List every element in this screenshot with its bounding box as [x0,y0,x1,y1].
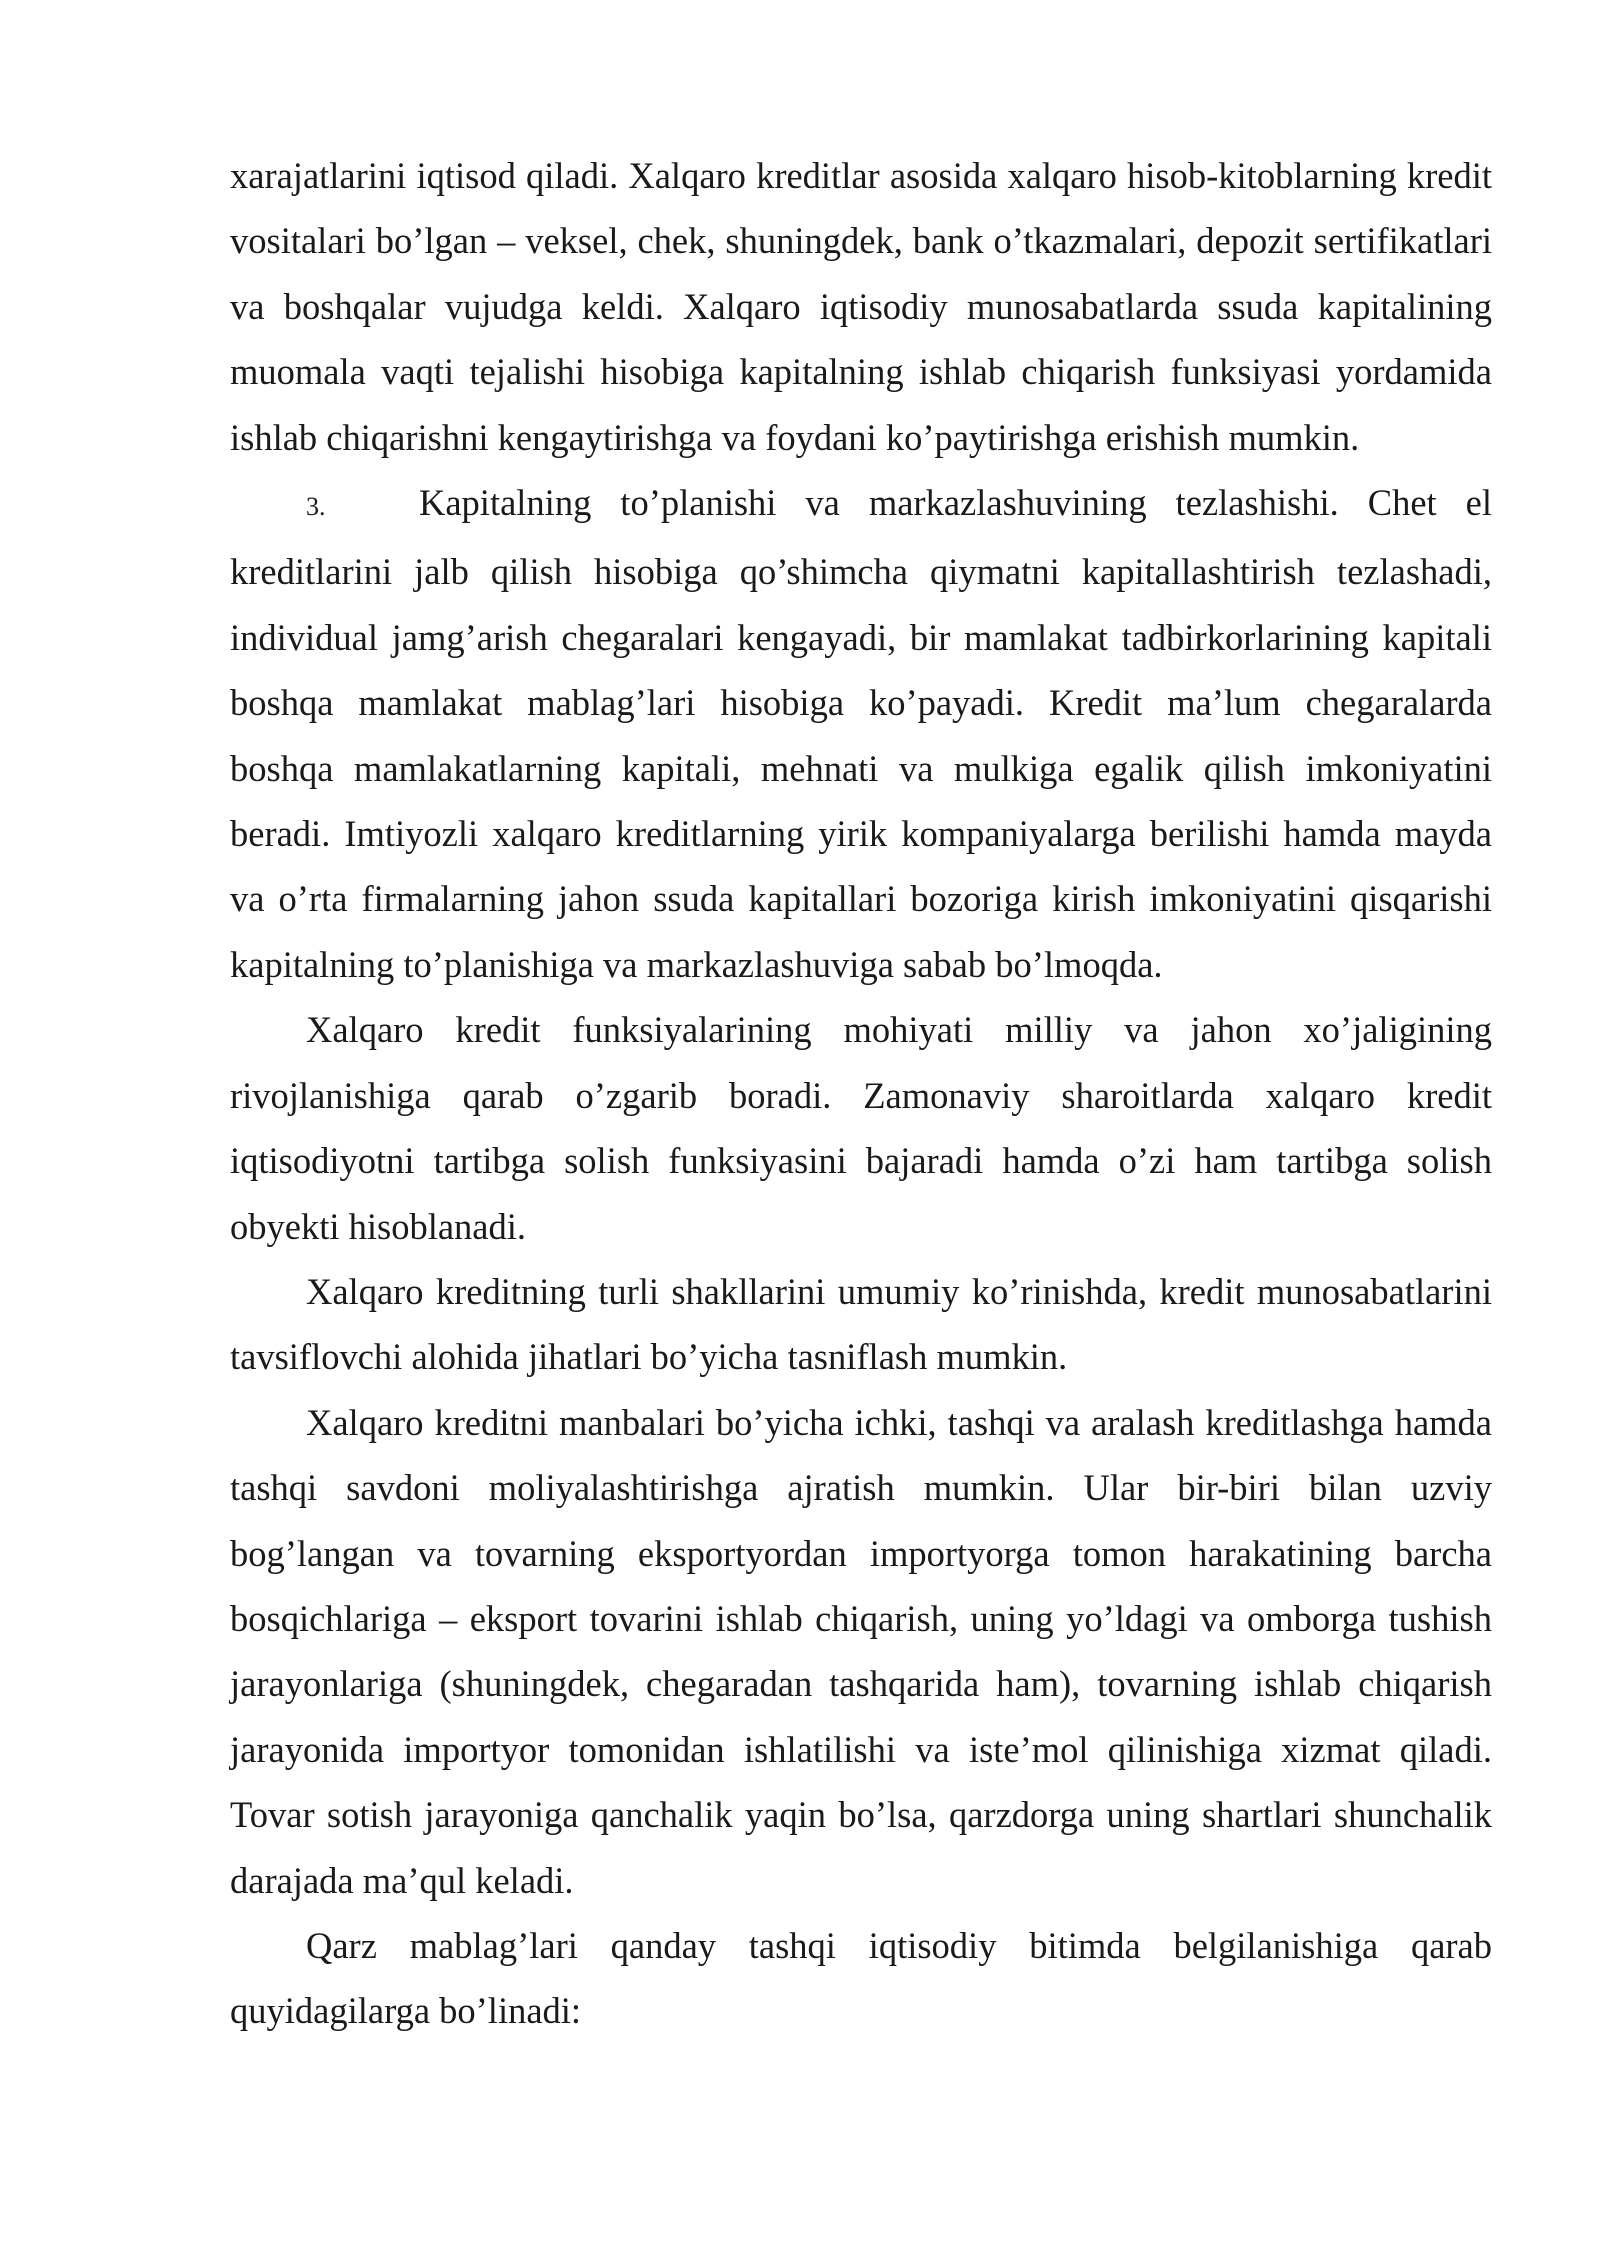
numbered-list-item [230,470,1492,997]
list-number: 3. [306,492,326,522]
document-body [230,143,1492,2044]
paragraph-forms: Xalqaro kreditning turli shakllarini umumiy ko’rinishda, kredit munosabatlarini tavsiflovchi alohida jihatlari bo’yicha tasniflash mumkin. [230,1270,1492,1378]
paragraph-functions: Xalqaro kredit funksiyalarining mohiyati milliy va jahon xo’jaligining rivojlanishiga qarab o’zgarib boradi. Zamonaviy sharoitlarda xalqaro kredit iqtisodiyotni tartibga solish funksiyasini bajaradi hamda o’zi ham tartibga solish obyekti hisoblanadi. [230,1009,1492,1247]
list-item-text: Kapitalning to’planishi va markazlashuvining tezlashishi. Chet el kreditlarini jalb qilish hisobiga qo’shimcha qiymatni kapitallashtirish tezlashadi, individual jamg’arish chegaralari kengayadi, bir mamlakat tadbirkorlarining kapitali boshqa mamlakat mablag’lari hisobiga ko’payadi. Kredit ma’lum chegaralarda boshqa mamlakatlarning kapitali, mehnati va mulkiga egalik qilish imkoniyatini beradi. Imtiyozli xalqaro kreditlarning yirik kompaniyalarga berilishi hamda mayda va o’rta firmalarning jahon ssuda kapitallari bozoriga kirish imkoniyatini qisqarishi kapitalning to’planishiga va markazlashuviga sabab bo’lmoqda. [230,482,1492,985]
paragraph-continuation: xarajatlarini iqtisod qiladi. Xalqaro kreditlar asosida xalqaro hisob-kitoblarning kredit vositalari bo’lgan – veksel, chek, shuningdek, bank o’tkazmalari, depozit sertifikatlari va boshqalar vujudga keldi. Xalqaro iqtisodiy munosabatlarda ssuda kapitalining muomala vaqti tejalishi hisobiga kapitalning ishlab chiqarish funksiyasi yordamida ishlab chiqarishni kengaytirishga va foydani ko’paytirishga erishish mumkin. [230,155,1492,458]
paragraph-borrowed-funds: Qarz mablag’lari qanday tashqi iqtisodiy bitimda belgilanishiga qarab quyidagilarga bo’linadi: [230,1924,1492,2032]
paragraph-sources: Xalqaro kreditni manbalari bo’yicha ichki, tashqi va aralash kreditlashga hamda tashqi savdoni moliyalashtirishga ajratish mumkin. Ular bir-biri bilan uzviy bog’langan va tovarning eksportyordan importyorga tomon harakatining barcha bosqichlariga – eksport tovarini ishlab chiqarish, uning yo’ldagi va omborga tushish jarayonlariga (shuningdek, chegaradan tashqarida ham), tovarning ishlab chiqarish jarayonida importyor tomonidan ishlatilishi va iste’mol qilinishiga xizmat qiladi. Tovar sotish jarayoniga qanchalik yaqin bo’lsa, qarzdorga uning shartlari shunchalik darajada ma’qul keladi. [230,1401,1492,1901]
